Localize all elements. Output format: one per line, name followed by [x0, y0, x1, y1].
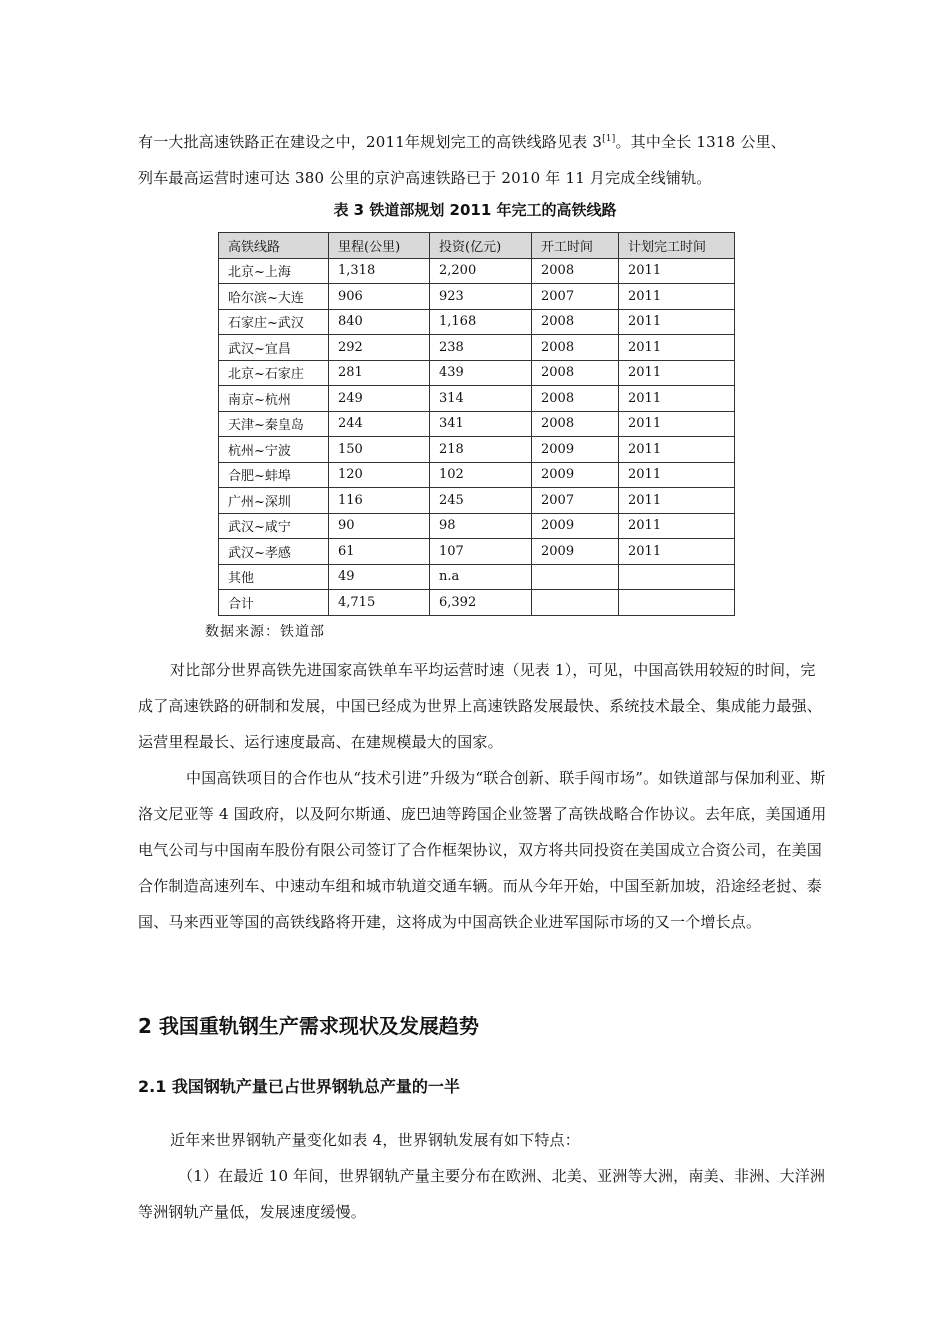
table-row [219, 386, 735, 412]
table-cell: 2011 [619, 488, 735, 514]
intro-line-1-tail: 。其中全长 1318 公里、 [615, 133, 786, 151]
table-cell: 2011 [619, 360, 735, 386]
table-row [219, 411, 735, 437]
table-cell: 天津~秦皇岛 [219, 411, 329, 437]
table-cell: 2011 [619, 411, 735, 437]
table-cell: n.a [430, 564, 532, 590]
table-cell: 2007 [532, 488, 619, 514]
table-cell: 武汉~宜昌 [219, 335, 329, 361]
table-row [219, 335, 735, 361]
table-cell: 2009 [532, 513, 619, 539]
table-cell: 2011 [619, 462, 735, 488]
table-row [219, 590, 735, 616]
table-row [219, 488, 735, 514]
paragraph-intro-trends: 近年来世界钢轨产量变化如表 4，世界钢轨发展有如下特点： [170, 1131, 580, 1149]
table-cell: 2011 [619, 309, 735, 335]
table-cell: 2009 [532, 437, 619, 463]
table-cell: 北京~石家庄 [219, 360, 329, 386]
table-cell: 314 [430, 386, 532, 412]
table-cell: 61 [329, 539, 430, 565]
subsection-heading: 2.1 我国钢轨产量已占世界钢轨总产量的一半 [138, 1077, 460, 1096]
table-cell: 2008 [532, 386, 619, 412]
table-cell: 2008 [532, 258, 619, 284]
table-cell: 2011 [619, 335, 735, 361]
table-cell: 439 [430, 360, 532, 386]
header-cell: 计划完工时间 [619, 233, 735, 259]
table-cell: 其他 [219, 564, 329, 590]
table-cell: 120 [329, 462, 430, 488]
citation-reference[interactable]: [1] [602, 134, 616, 144]
table-row [219, 462, 735, 488]
table-cell: 武汉~孝感 [219, 539, 329, 565]
intro-paragraph [138, 124, 828, 196]
header-cell: 里程(公里) [329, 233, 430, 259]
table-cell: 2011 [619, 284, 735, 310]
table-cell: 哈尔滨~大连 [219, 284, 329, 310]
paragraph-cooperation: 中国高铁项目的合作也从“技术引进”升级为“联合创新、联手闯市场”。如铁道部与保加利亚、斯洛文尼亚等 4 国政府，以及阿尔斯通、庞巴迪等跨国企业签署了高铁战略合作协议。去年底，美国通用电气公司与中国南车股份有限公司签订了合作框架协议，双方将共同投资在美国成立合资公司，在美国合作制造高速列车、中速动车组和城市轨道交通车辆。而从今年开始，中国至新加坡，沿途经老挝、泰国、马来西亚等国的高铁线路将开建，这将成为中国高铁企业进军国际市场的又一个增长点。 [138, 769, 827, 931]
table-cell: 107 [430, 539, 532, 565]
table-cell: 906 [329, 284, 430, 310]
table-cell [619, 590, 735, 616]
table-cell: 244 [329, 411, 430, 437]
table-cell: 2011 [619, 386, 735, 412]
paragraph-comparison: 对比部分世界高铁先进国家高铁单车平均运营时速（见表 1），可见，中国高铁用较短的时间，完成了高速铁路的研制和发展，中国已经成为世界上高速铁路发展最快、系统技术最全、集成能力最强、运营里程最长、运行速度最高、在建规模最大的国家。 [138, 661, 823, 751]
table-cell: 245 [430, 488, 532, 514]
table-cell: 2011 [619, 258, 735, 284]
table-cell: 238 [430, 335, 532, 361]
table-cell: 2008 [532, 360, 619, 386]
intro-line-1-text: 有一大批高速铁路正在建设之中，2011年规划完工的高铁线路见表 3 [138, 133, 603, 151]
table-cell: 923 [430, 284, 532, 310]
table-cell: 广州~深圳 [219, 488, 329, 514]
table-cell: 218 [430, 437, 532, 463]
table-cell: 2009 [532, 539, 619, 565]
section-heading: 2 我国重轨钢生产需求现状及发展趋势 [138, 1014, 479, 1038]
table-cell: 南京~杭州 [219, 386, 329, 412]
table-body [219, 258, 735, 615]
table-cell: 292 [329, 335, 430, 361]
table-cell: 341 [430, 411, 532, 437]
intro-line-2: 列车最高运营时速可达 380 公里的京沪高速铁路已于 2010 年 11 月完成全线铺轨。 [138, 169, 712, 187]
table-cell: 2008 [532, 335, 619, 361]
header-cell: 开工时间 [532, 233, 619, 259]
table-source: 数据来源：铁道部 [205, 624, 325, 640]
table-cell: 合肥~蚌埠 [219, 462, 329, 488]
table-cell [619, 564, 735, 590]
table-cell: 北京~上海 [219, 258, 329, 284]
table-row [219, 437, 735, 463]
table-cell: 2007 [532, 284, 619, 310]
header-cell: 高铁线路 [219, 233, 329, 259]
table-cell: 281 [329, 360, 430, 386]
table-cell: 2008 [532, 411, 619, 437]
table-cell: 90 [329, 513, 430, 539]
table-cell: 4,715 [329, 590, 430, 616]
table-cell: 1,168 [430, 309, 532, 335]
table-cell: 2,200 [430, 258, 532, 284]
table-cell: 116 [329, 488, 430, 514]
table-row [219, 513, 735, 539]
table-cell: 6,392 [430, 590, 532, 616]
intro-line-1 [138, 124, 828, 160]
table-row [219, 360, 735, 386]
table-cell: 102 [430, 462, 532, 488]
table-header-row [219, 233, 735, 259]
table-cell: 合计 [219, 590, 329, 616]
table-cell: 49 [329, 564, 430, 590]
table-cell: 150 [329, 437, 430, 463]
table-cell: 840 [329, 309, 430, 335]
table-caption: 表 3 铁道部规划 2011 年完工的高铁线路 [333, 201, 617, 219]
table-row [219, 258, 735, 284]
table-row [219, 309, 735, 335]
table-cell: 2008 [532, 309, 619, 335]
table-cell: 1,318 [329, 258, 430, 284]
table-row [219, 539, 735, 565]
table-cell [532, 590, 619, 616]
table-cell: 2011 [619, 437, 735, 463]
paragraph-point-1: （1）在最近 10 年间，世界钢轨产量主要分布在欧洲、北美、亚洲等大洲，南美、非洲、大洋洲等洲钢轨产量低，发展速度缓慢。 [138, 1167, 826, 1221]
table-cell: 2011 [619, 539, 735, 565]
table-cell: 249 [329, 386, 430, 412]
table-cell: 2011 [619, 513, 735, 539]
table-cell [532, 564, 619, 590]
table-cell: 杭州~宁波 [219, 437, 329, 463]
table-cell: 石家庄~武汉 [219, 309, 329, 335]
table-row [219, 564, 735, 590]
table-cell: 武汉~咸宁 [219, 513, 329, 539]
rail-lines-table [218, 232, 735, 616]
table-cell: 2009 [532, 462, 619, 488]
table-cell: 98 [430, 513, 532, 539]
table-row [219, 284, 735, 310]
header-cell: 投资(亿元) [430, 233, 532, 259]
